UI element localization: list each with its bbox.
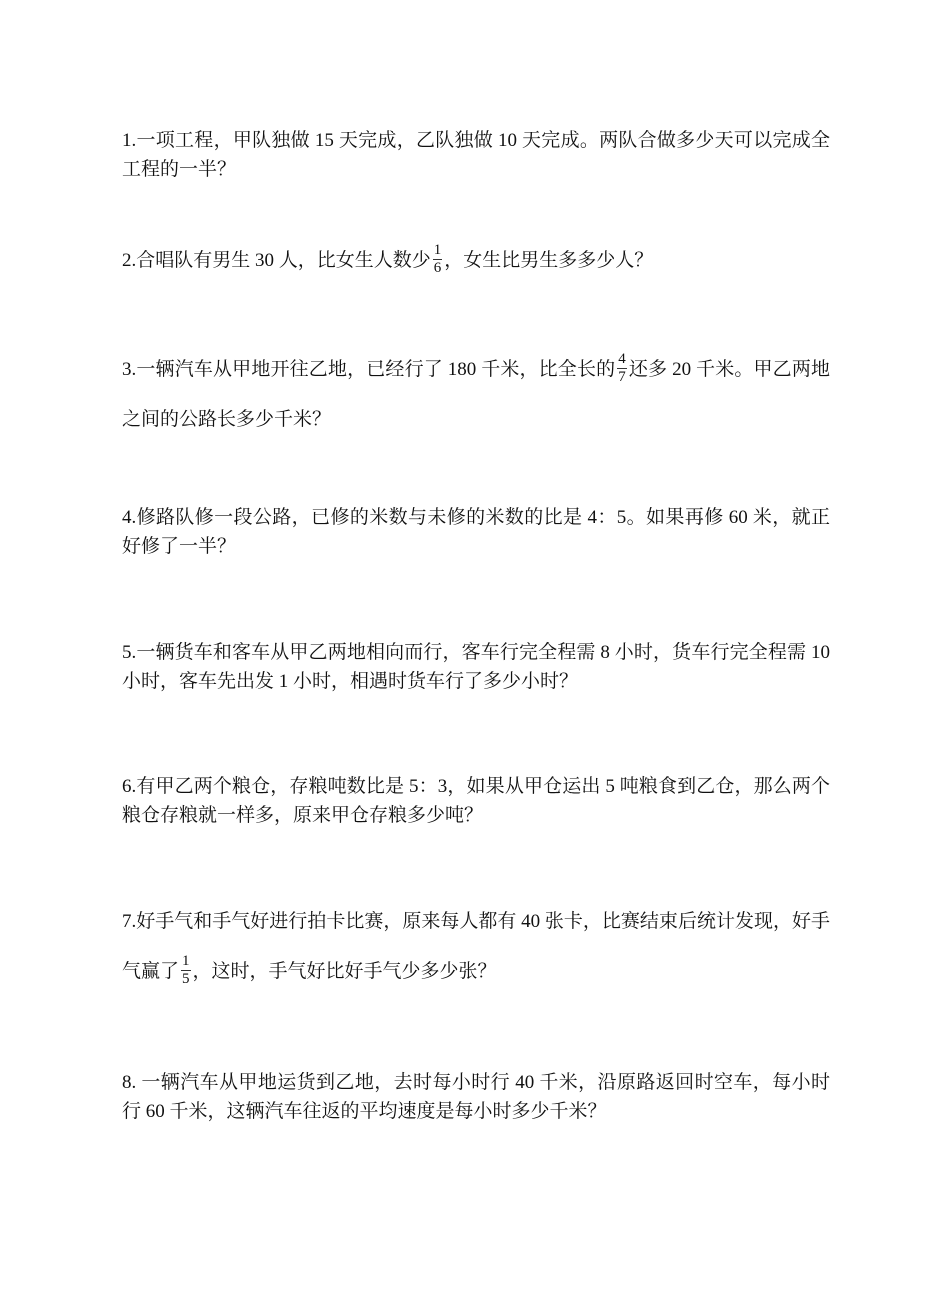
problem-8	[122, 1068, 830, 1126]
fraction-numerator: 4	[618, 351, 626, 368]
problem-7-text-before: 7.好手气和手气好进行拍卡比赛，原来每人都有 40 张卡，比赛结束后统计发现，好手气赢了	[122, 911, 830, 982]
problem-4-text: 4.修路队修一段公路，已修的米数与未修的米数的比是 4：5。如果再修 60 米，就正好修了一半？	[122, 507, 830, 557]
fraction-denominator: 7	[618, 369, 626, 386]
problem-3-fraction	[617, 351, 627, 386]
fraction-numerator: 1	[182, 953, 190, 970]
problem-2-text-after: ，女生比男生多多少人？	[444, 249, 654, 271]
problem-2-text-before: 2.合唱队有男生 30 人，比女生人数少	[122, 249, 431, 271]
problem-1	[122, 126, 830, 184]
problem-6-text: 6.有甲乙两个粮仓，存粮吨数比是 5：3，如果从甲仓运出 5 吨粮食到乙仓，那么两个粮仓存粮就一样多，原来甲仓存粮多少吨？	[122, 776, 830, 826]
problem-2	[122, 244, 830, 279]
problem-1-text: 1.一项工程，甲队独做 15 天完成，乙队独做 10 天完成。两队合做多少天可以完成全工程的一半？	[122, 130, 830, 180]
problem-8-text: 8. 一辆汽车从甲地运货到乙地，去时每小时行 40 千米，沿原路返回时空车，每小时行 60 千米，这辆汽车往返的平均速度是每小时多少千米？	[122, 1072, 830, 1122]
problem-6	[122, 772, 830, 830]
problem-7-text-after: ，这时，手气好比好手气少多少张？	[192, 961, 497, 982]
problem-5-text: 5.一辆货车和客车从甲乙两地相向而行，客车行完全程需 8 小时，货车行完全程需 10 小时，客车先出发 1 小时，相遇时货车行了多少小时？	[122, 642, 830, 692]
problem-3	[122, 345, 830, 445]
fraction-denominator: 5	[182, 971, 190, 988]
problem-5	[122, 638, 830, 696]
fraction-numerator: 1	[433, 242, 442, 258]
problem-7	[122, 897, 830, 997]
problem-3-text-before: 3.一辆汽车从甲地开往乙地，已经行了 180 千米，比全长的	[122, 359, 616, 380]
problem-2-fraction	[433, 242, 443, 277]
problem-7-fraction	[181, 953, 191, 988]
problem-4	[122, 503, 830, 561]
fraction-denominator: 6	[433, 260, 442, 276]
problem-3-text-after: 还多 20 千米。甲乙两地之间的公路长多少千米？	[122, 359, 830, 430]
